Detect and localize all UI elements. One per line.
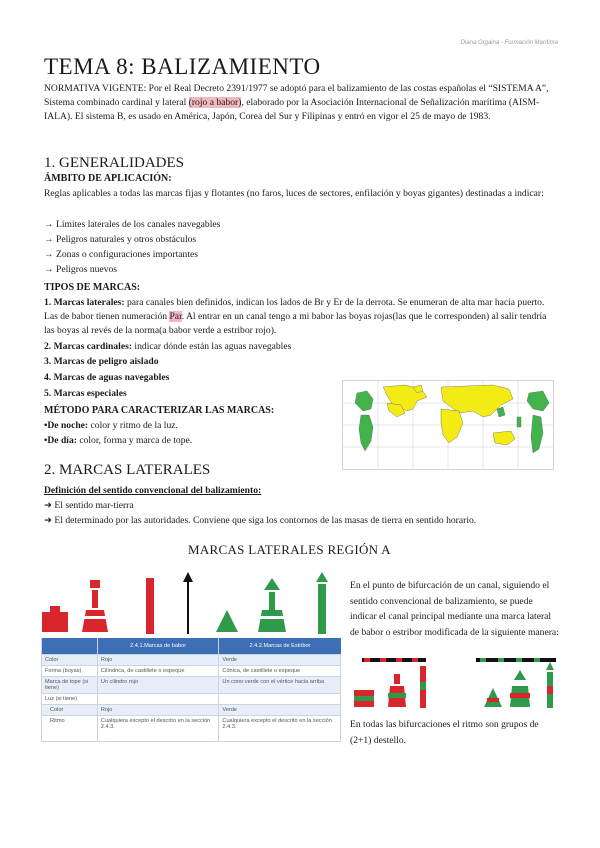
ritmo-paragraph: En todas las bifurcaciones el ritmo son grupos de (2+1) destello.: [350, 719, 539, 746]
green-pillar-buoy-icon: [258, 578, 286, 632]
definicion-heading: Definición del sentido convencional del balizamiento:: [44, 485, 262, 496]
list-item: → Peligros naturales y otros obstáculos: [44, 234, 197, 245]
lateral-marks-illustration: [40, 570, 342, 636]
header-note: Diana Orgaina - Formación Marítima: [460, 40, 558, 46]
tipo2-line: 2. Marcas cardinales: indicar dónde están las aguas navegables: [44, 341, 292, 352]
modified-red-marks-icon: [354, 658, 426, 708]
section1-heading: 1. GENERALIDADES: [44, 155, 184, 171]
tipos-heading: TIPOS DE MARCAS:: [44, 282, 141, 293]
list-item: → Peligros nuevos: [44, 264, 118, 275]
region-a-heading: MARCAS LATERALES REGIÓN A: [188, 542, 391, 557]
metodo-heading: MÉTODO PARA CARACTERIZAR LAS MARCAS:: [44, 405, 275, 416]
section2-heading: 2. MARCAS LATERALES: [44, 462, 211, 478]
green-conical-buoy-icon: [216, 610, 238, 632]
tipo3-line: 3. Marcas de peligro aislado: [44, 356, 159, 367]
definicion-item: ➜ El sentido mar-tierra: [44, 500, 134, 511]
table-row: Luz (si tiene): [42, 693, 341, 704]
tipo1-paragraph: 1. Marcas laterales: para canales bien definidos, indican los lados de Br y Er de la derrota. Se enumeran de alta mar hacia puerto. Las de babor tienen numeración Par. Al entrar en un canal tengo a mi babor las boyas rojas(las que le corresponden) al salir tendría las boyas al revés de la norma(a babor verde a estribor rojo).: [44, 297, 547, 336]
list-item: → Límites laterales de los canales navegables: [44, 219, 221, 230]
green-spar-buoy-icon: [316, 572, 328, 634]
black-arrow-icon: [183, 572, 193, 634]
noche-line: •De noche: color y ritmo de la luz.: [44, 420, 178, 431]
table-header: 2.4.1.Marcas de babor: [97, 638, 219, 654]
tipo5-line: 5. Marcas especiales: [44, 388, 127, 399]
tipo4-line: 4. Marcas de aguas navegables: [44, 372, 170, 383]
table-header: 2.4.2.Marcas de Estribor: [219, 638, 341, 654]
red-can-buoy-icon: [42, 606, 68, 632]
page-title: TEMA 8: BALIZAMIENTO: [44, 54, 321, 79]
ambito-text: Reglas aplicables a todas las marcas fijas y flotantes (no faros, luces de sectores, enfilación y boyas gigantes) destinadas a indicar:: [44, 188, 544, 199]
world-map-image: [342, 380, 554, 470]
par-highlight: Par: [169, 311, 182, 322]
table-row: Forma (boyas) Cilíndrica, de castillete o espeque Cónica, de castillete o espeque: [42, 665, 341, 676]
table-row: Color Rojo Verde: [42, 654, 341, 665]
bifurcation-paragraph: En el punto de bifurcación de un canal, siguiendo el sentido convencional de balizamiento, se puede indicar el canal principal mediante una marca lateral de babor o estribor modificada de la siguiente manera:: [350, 580, 559, 638]
ambito-heading: ÁMBITO DE APLICACIÓN:: [44, 173, 172, 184]
table-row: Marca de tope (si tiene) Un cilindro rojo Un cono verde con el vértice hacia arriba: [42, 676, 341, 693]
definicion-item: ➜ El determinado por las autoridades. Conviene que siga los contornos de las masas de tierra en sentido horario.: [44, 515, 477, 526]
intro-highlight: (rojo a babor): [188, 97, 242, 108]
table-row: Color Rojo Verde: [42, 704, 341, 715]
list-item: → Zonas o configuraciones importantes: [44, 249, 198, 260]
dia-line: •De día: color, forma y marca de tope.: [44, 435, 193, 446]
table-header: [42, 638, 98, 654]
table-row: Ritmo Cualquiera excepto el descrito en la sección 2.4.3. Cualquiera excepto el descrito en la sección 2.4.3.: [42, 715, 341, 741]
modified-marks-illustration: [350, 656, 560, 712]
intro-paragraph: NORMATIVA VIGENTE: Por el Real Decreto 2391/1977 se adoptó para el balizamiento de las costas españolas el “SISTEMA A”, Sistema combinado cardinal y lateral (rojo a babor), elaborado por la Asociación Internacional de Señalización marítima (AISM-IALA). El sistema B, es usado en América, Japón, Corea del Sur y Filipinas y entró en vigor el 25 de mayo de 1983.: [44, 83, 549, 122]
lateral-marks-table: [41, 638, 341, 742]
red-spar-buoy-icon: [146, 578, 154, 634]
red-pillar-buoy-icon: [82, 580, 108, 632]
modified-green-marks-icon: [476, 658, 556, 708]
